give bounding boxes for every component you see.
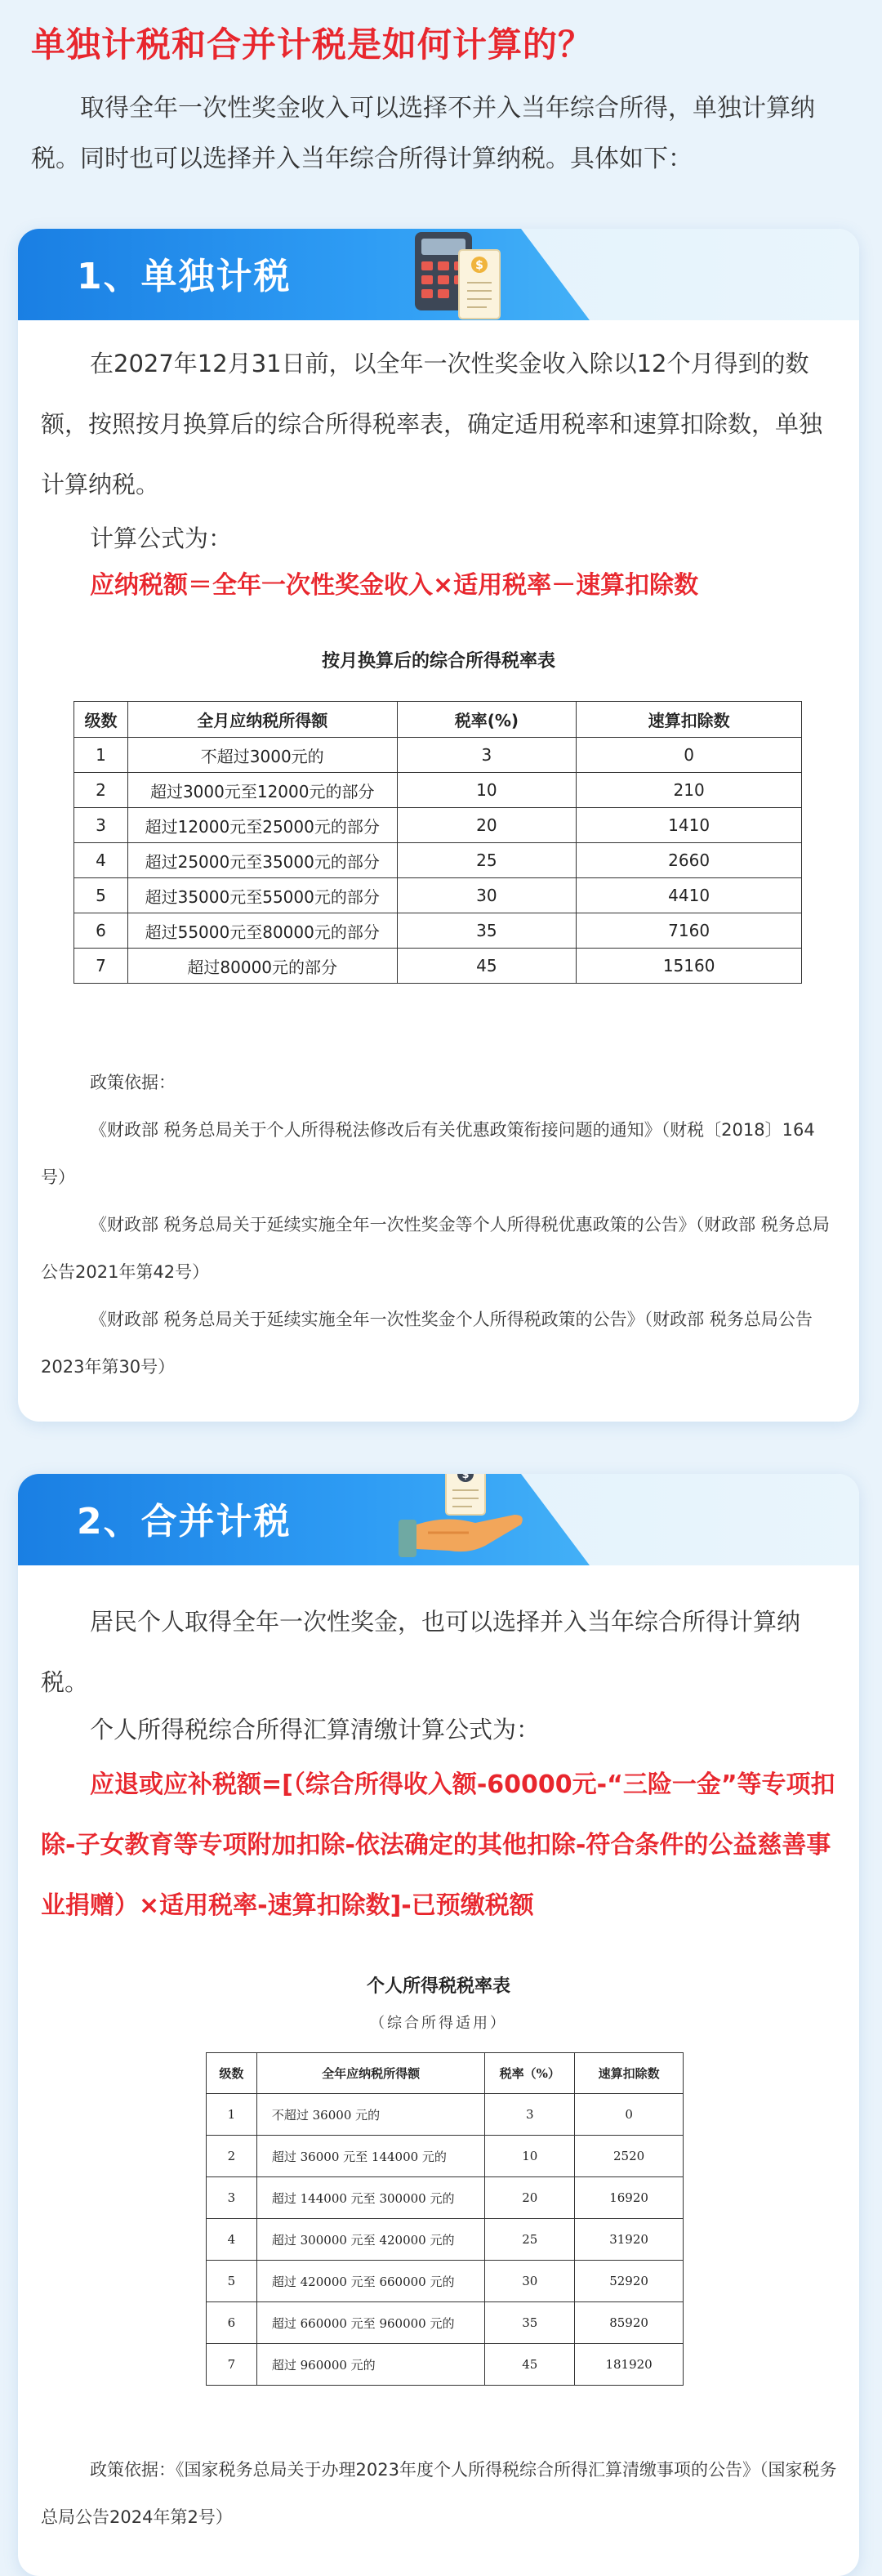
section-header (18, 1469, 859, 1565)
section-card-separate-tax (18, 229, 859, 1422)
table-cell: 6 (74, 913, 128, 949)
table-row (207, 2177, 684, 2219)
policy-item: 《财政部 税务总局关于延续实施全年一次性奖金等个人所得税优惠政策的公告》（财政部 税务总局公告2021年第42号） (41, 1215, 830, 1282)
table-cell: 3 (485, 2094, 575, 2136)
table-cell: 2660 (577, 843, 802, 878)
table-cell: 超过 420000 元至 660000 元的 (256, 2261, 484, 2302)
table-cell: 16920 (575, 2177, 684, 2219)
svg-text:$: $ (475, 259, 483, 272)
table-cell: 0 (577, 738, 802, 773)
column-header: 级数 (74, 702, 128, 738)
svg-text:$: $ (461, 1469, 470, 1481)
section-card-combined-tax (18, 1469, 859, 2576)
section1-paragraph: 在2027年12月31日前，以全年一次性奖金收入除以12个月得到的数额，按照按月换算后的综合所得税率表，确定适用税率和速算扣除数，单独计算纳税。 (41, 350, 823, 498)
monthly-tax-rate-table (74, 701, 802, 984)
column-header: 速算扣除数 (577, 702, 802, 738)
table-cell: 35 (397, 913, 577, 949)
tax-table-subtitle: （综合所得适用） (370, 2015, 507, 2032)
table-cell: 2520 (575, 2136, 684, 2177)
column-header: 税率（%） (485, 2053, 575, 2094)
tax-table-title: 按月换算后的综合所得税率表 (321, 651, 555, 672)
table-cell: 10 (485, 2136, 575, 2177)
table-row (207, 2094, 684, 2136)
formula-text: 应纳税额＝全年一次性奖金收入×适用税率－速算扣除数 (90, 571, 699, 600)
column-header: 税率(%) (397, 702, 577, 738)
table-cell: 5 (207, 2261, 257, 2302)
table-cell: 25 (485, 2219, 575, 2261)
policy-label: 政策依据： (90, 1073, 176, 1092)
table-row (74, 843, 802, 878)
table-cell: 超过3000元至12000元的部分 (127, 773, 397, 808)
table-cell: 不超过 36000 元的 (256, 2094, 484, 2136)
table-cell: 30 (485, 2261, 575, 2302)
table-row (207, 2219, 684, 2261)
table-cell: 45 (485, 2344, 575, 2386)
table-row (74, 878, 802, 913)
table-cell: 85920 (575, 2302, 684, 2344)
table-cell: 25 (397, 843, 577, 878)
table-cell: 6 (207, 2302, 257, 2344)
column-header: 全年应纳税所得额 (256, 2053, 484, 2094)
table-row (74, 949, 802, 984)
table-cell: 超过55000元至80000元的部分 (127, 913, 397, 949)
section-title: 1、单独计税 (77, 256, 292, 297)
table-cell: 0 (575, 2094, 684, 2136)
table-cell: 1 (74, 738, 128, 773)
table-cell: 超过12000元至25000元的部分 (127, 808, 397, 843)
policy-text: 政策依据：《国家税务总局关于办理2023年度个人所得税综合所得汇算清缴事项的公告》（国家税务总局公告2024年第2号） (41, 2460, 837, 2527)
table-row (74, 913, 802, 949)
table-cell: 30 (397, 878, 577, 913)
table-row (74, 773, 802, 808)
column-header: 全月应纳税所得额 (127, 702, 397, 738)
table-header-row (74, 702, 802, 738)
table-cell: 3 (74, 808, 128, 843)
section-header (18, 229, 859, 320)
table-cell: 45 (397, 949, 577, 984)
table-cell: 5 (74, 878, 128, 913)
table-cell: 1410 (577, 808, 802, 843)
table-cell: 3 (207, 2177, 257, 2219)
table-cell: 3 (397, 738, 577, 773)
table-cell: 超过 300000 元至 420000 元的 (256, 2219, 484, 2261)
section-title: 2、合并计税 (77, 1501, 292, 1542)
table-cell: 超过25000元至35000元的部分 (127, 843, 397, 878)
table-row (207, 2302, 684, 2344)
table-cell: 2 (207, 2136, 257, 2177)
table-row (207, 2136, 684, 2177)
table-cell: 7160 (577, 913, 802, 949)
table-cell: 4 (74, 843, 128, 878)
table-cell: 181920 (575, 2344, 684, 2386)
table-cell: 52920 (575, 2261, 684, 2302)
policy-item: 《财政部 税务总局关于个人所得税法修改后有关优惠政策衔接问题的通知》（财税〔2018〕164号） (41, 1120, 815, 1187)
table-cell: 4410 (577, 878, 802, 913)
table-cell: 不超过3000元的 (127, 738, 397, 773)
table-row (207, 2261, 684, 2302)
table-cell: 超过 960000 元的 (256, 2344, 484, 2386)
table-cell: 超过 36000 元至 144000 元的 (256, 2136, 484, 2177)
page-title: 单独计税和合并计税是如何计算的？ (31, 25, 594, 65)
table-row (74, 738, 802, 773)
table-cell: 2 (74, 773, 128, 808)
table-cell: 超过 144000 元至 300000 元的 (256, 2177, 484, 2219)
table-cell: 超过 660000 元至 960000 元的 (256, 2302, 484, 2344)
table-cell: 1 (207, 2094, 257, 2136)
column-header: 级数 (207, 2053, 257, 2094)
table-cell: 4 (207, 2219, 257, 2261)
intro-paragraph: 取得全年一次性奖金收入可以选择不并入当年综合所得，单独计算纳税。同时也可以选择并入当年综合所得计算纳税。具体如下： (31, 94, 815, 173)
table-row (74, 808, 802, 843)
column-header: 速算扣除数 (575, 2053, 684, 2094)
table-cell: 超过35000元至55000元的部分 (127, 878, 397, 913)
table-cell: 10 (397, 773, 577, 808)
table-cell: 31920 (575, 2219, 684, 2261)
table-cell: 7 (74, 949, 128, 984)
annual-tax-rate-table (206, 2052, 684, 2386)
section2-paragraph: 居民个人取得全年一次性奖金，也可以选择并入当年综合所得计算纳税。 (41, 1608, 801, 1696)
table-header-row (207, 2053, 684, 2094)
policy-item: 《财政部 税务总局关于延续实施全年一次性奖金个人所得税政策的公告》（财政部 税务总局公告2023年第30号） (41, 1310, 813, 1377)
table-row (207, 2344, 684, 2386)
tax-table-title: 个人所得税税率表 (366, 1976, 510, 1997)
hand-receipt-icon (371, 1469, 534, 1569)
formula-label: 计算公式为： (90, 525, 233, 552)
formula-text: 应退或应补税额=[（综合所得收入额-60000元-“三险一金”等专项扣除-子女教育等专项附加扣除-依法确定的其他扣除-符合条件的公益慈善事业捐赠）×适用税率-速算扣除数]-已预缴税额 (41, 1770, 835, 1920)
table-cell: 15160 (577, 949, 802, 984)
table-cell: 210 (577, 773, 802, 808)
table-cell: 20 (485, 2177, 575, 2219)
formula-label: 个人所得税综合所得汇算清缴计算公式为： (90, 1716, 541, 1743)
calculator-document-icon (408, 229, 531, 330)
table-cell: 35 (485, 2302, 575, 2344)
table-cell: 7 (207, 2344, 257, 2386)
table-cell: 超过80000元的部分 (127, 949, 397, 984)
table-cell: 20 (397, 808, 577, 843)
